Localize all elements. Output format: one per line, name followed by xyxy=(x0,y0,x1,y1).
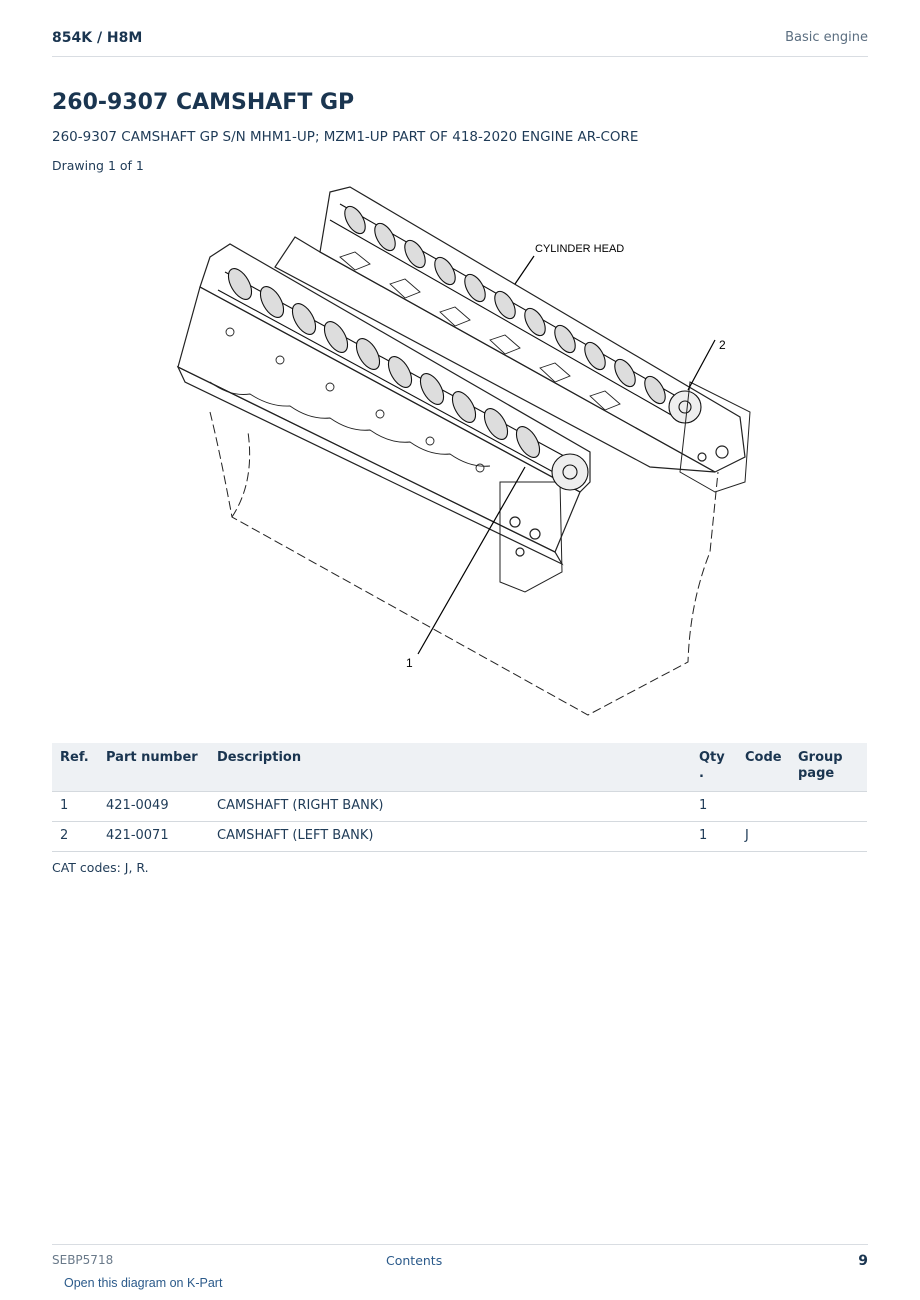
callout-ref-1: 1 xyxy=(406,656,413,670)
col-description: Description xyxy=(209,743,691,792)
callout-ref-2: 2 xyxy=(719,338,726,352)
model-label: 854K / H8M xyxy=(52,30,143,46)
cell-part-number: 421-0071 xyxy=(98,822,209,852)
page-header xyxy=(52,28,868,57)
page-subtitle: 260-9307 CAMSHAFT GP S/N MHM1-UP; MZM1-UP PART OF 418-2020 ENGINE AR-CORE xyxy=(52,129,639,145)
cell-qty: 1 xyxy=(691,792,737,822)
cell-ref: 1 xyxy=(52,792,98,822)
cat-codes-note: CAT codes: J, R. xyxy=(52,860,149,875)
col-group-page: Group page xyxy=(790,743,867,792)
page-title: 260-9307 CAMSHAFT GP xyxy=(52,90,355,115)
table-row xyxy=(52,792,867,822)
contents-link[interactable]: Contents xyxy=(386,1253,443,1268)
cell-code: J xyxy=(737,822,790,852)
section-label: Basic engine xyxy=(785,30,868,45)
drawing-count: Drawing 1 of 1 xyxy=(52,158,144,173)
col-qty: Qty . xyxy=(691,743,737,792)
col-part-number: Part number xyxy=(98,743,209,792)
page-number: 9 xyxy=(858,1253,868,1269)
cell-description: CAMSHAFT (LEFT BANK) xyxy=(209,822,691,852)
table-header-row xyxy=(52,743,867,792)
parts-table xyxy=(52,743,867,852)
table-row xyxy=(52,822,867,852)
cell-group-page xyxy=(790,792,867,822)
cell-code xyxy=(737,792,790,822)
camshaft-left-bank xyxy=(330,203,701,423)
col-code: Code xyxy=(737,743,790,792)
cylinder-head-callout: CYLINDER HEAD xyxy=(535,243,625,255)
rear-head xyxy=(275,187,745,472)
cell-group-page xyxy=(790,822,867,852)
col-ref: Ref. xyxy=(52,743,98,792)
cell-part-number: 421-0049 xyxy=(98,792,209,822)
open-kpart-link[interactable]: Open this diagram on K-Part xyxy=(64,1276,223,1290)
cell-qty: 1 xyxy=(691,822,737,852)
engine-block-outline xyxy=(210,412,718,715)
cell-description: CAMSHAFT (RIGHT BANK) xyxy=(209,792,691,822)
camshaft-diagram xyxy=(170,182,760,722)
doc-number: SEBP5718 xyxy=(52,1253,114,1267)
cell-ref: 2 xyxy=(52,822,98,852)
